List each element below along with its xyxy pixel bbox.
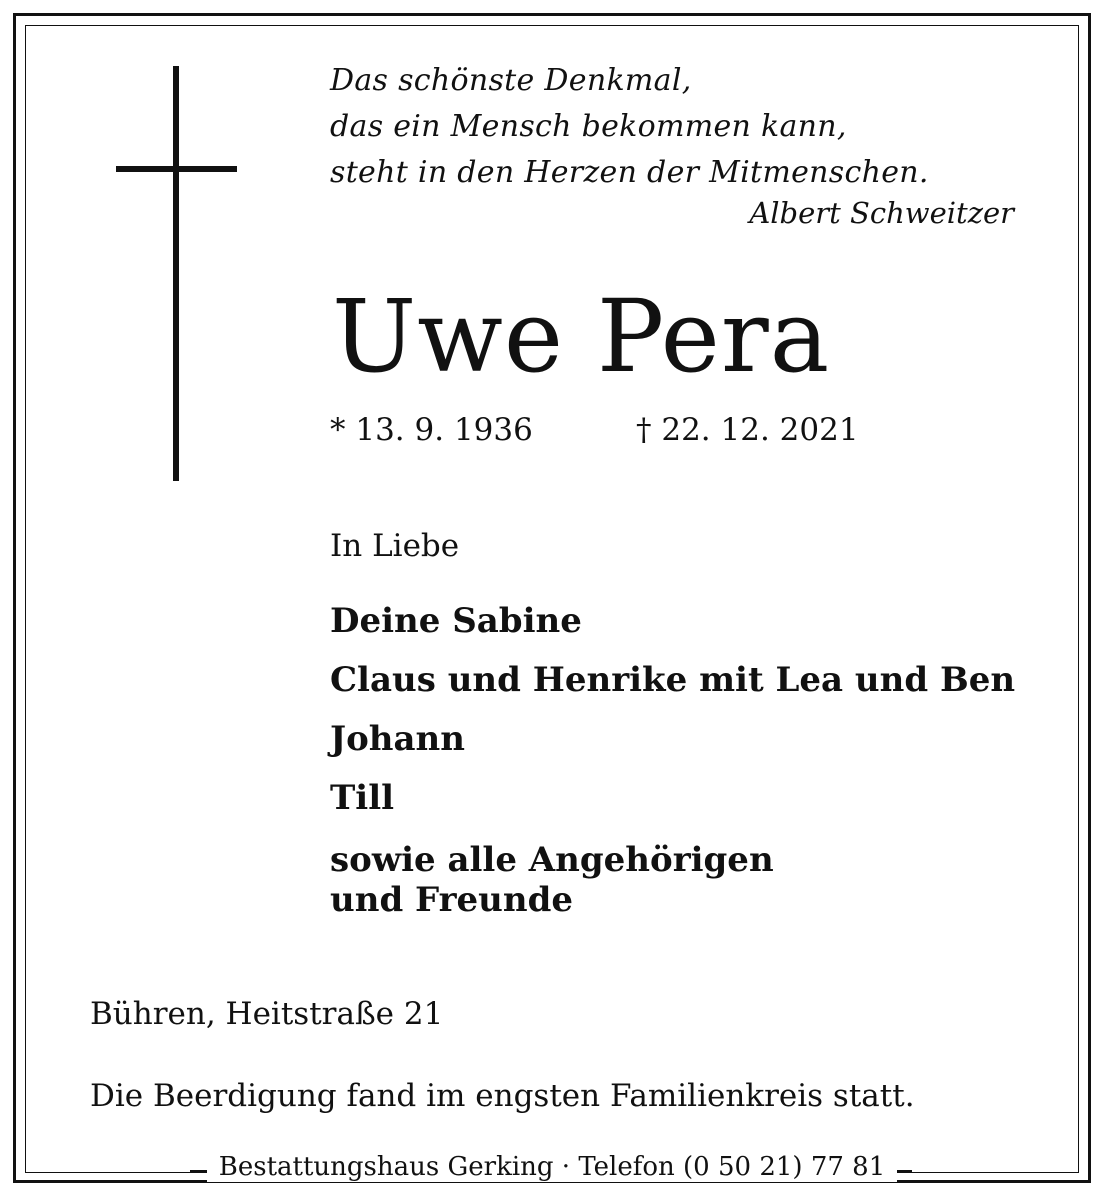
mourner-name: Till [330,778,395,818]
mourners-list [330,592,1015,920]
family-address: Bühren, Heitstraße 21 [90,996,444,1032]
funeral-home-contact: Bestattungshaus Gerking · Telefon (0 50 21) 77 81 [207,1152,898,1182]
memorial-quote [330,58,929,196]
quote-line: steht in den Herzen der Mitmenschen. [330,155,929,190]
birth-date: * 13. 9. 1936 [330,412,533,448]
mourners-intro: In Liebe [330,528,460,564]
death-date: † 22. 12. 2021 [636,412,859,448]
cross-horizontal-bar [116,166,237,172]
cross-vertical-bar [173,66,179,481]
deceased-name: Uwe Pera [332,278,831,395]
quote-line: Das schönste Denkmal, [330,63,692,98]
funeral-home-footer [0,1152,1104,1182]
funeral-notice: Die Beerdigung fand im engsten Familienkreis statt. [90,1078,915,1114]
mourner-name: sowie alle Angehörigen [330,840,774,880]
mourner-name: Deine Sabine [330,601,582,641]
quote-author: Albert Schweitzer [749,196,1014,230]
mourner-name: Johann [330,719,465,759]
quote-line: das ein Mensch bekommen kann, [330,109,847,144]
mourner-name: Claus und Henrike mit Lea und Ben [330,660,1016,700]
mourner-name: und Freunde [330,880,573,920]
